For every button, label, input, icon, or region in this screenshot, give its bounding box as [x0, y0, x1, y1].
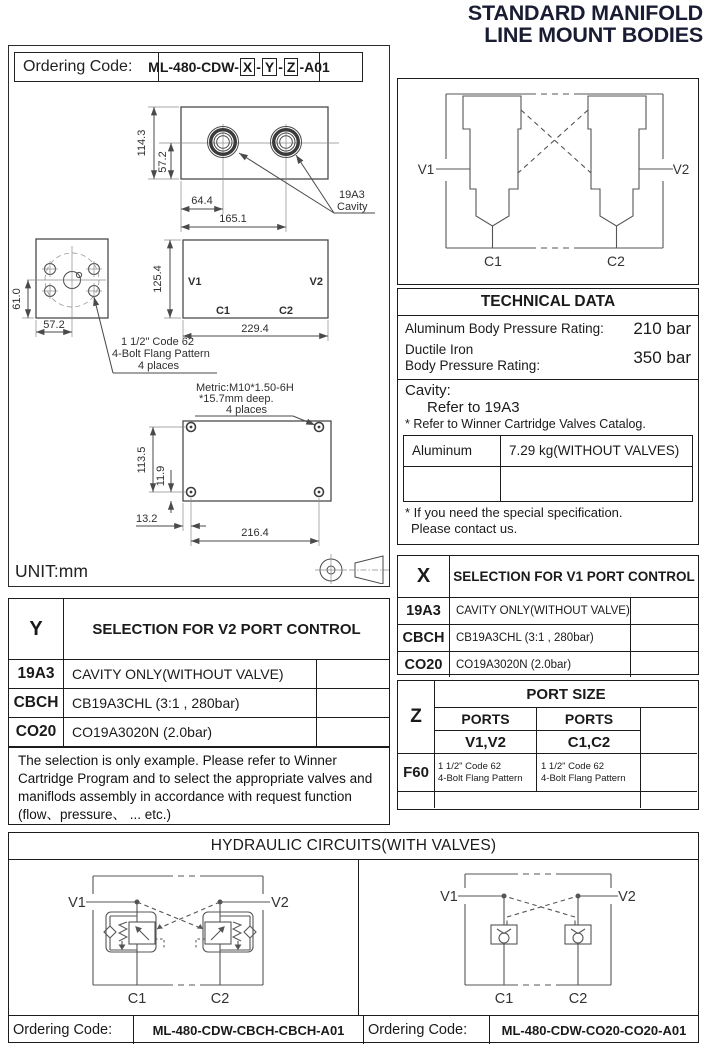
table-row: [398, 598, 698, 625]
left-ordering-label: Ordering Code:: [9, 1016, 134, 1044]
ordering-code-label: Ordering Code:: [23, 58, 133, 75]
circuit-ordering-row: [9, 1016, 698, 1044]
bottom-view-drawing: [136, 382, 331, 546]
table-row: [9, 660, 389, 689]
unit-label: UNIT:mm: [15, 561, 88, 581]
ordering-suffix: -A01: [299, 59, 330, 75]
front-v1-label: V1: [188, 276, 202, 288]
circuit-outline-right: [465, 874, 611, 985]
weight-material: Aluminum: [404, 436, 501, 466]
y-row3-code: CO20: [9, 718, 64, 746]
weight-empty-row: [404, 467, 692, 501]
co20-c2-label: C2: [568, 991, 588, 1007]
ordering-x-box: X: [240, 58, 255, 76]
dim-165-1: 165.1: [219, 213, 247, 225]
hydraulic-circuits-header: HYDRAULIC CIRCUITS(WITH VALVES): [9, 833, 698, 860]
z-ports-col1: PORTS: [461, 711, 510, 727]
co20-circuit-panel: [359, 860, 698, 1015]
cavity-callout: [239, 153, 375, 213]
co20-check-right: [565, 894, 618, 985]
z-port-size-table: [397, 680, 699, 810]
cavity-note: * Refer to Winner Cartridge Valves Catalog.: [405, 416, 646, 431]
z-row-code: F60: [403, 764, 429, 781]
z-cell1-line1: 1 1/2" Code 62: [438, 760, 502, 772]
manifold-schematic: [398, 79, 697, 283]
front-view-drawing: [152, 240, 328, 341]
metric-callout-line2: *15.7mm deep.: [199, 393, 274, 405]
x-row2-desc: CB19A3CHL (3:1 , 280bar): [450, 625, 631, 651]
cartridge-valve-right: [588, 96, 673, 248]
cbch-c1-label: C1: [127, 991, 147, 1007]
aluminum-pressure-label: Aluminum Body Pressure Rating:: [405, 320, 604, 336]
y-row3-empty: [317, 718, 389, 746]
z-table-key: Z: [410, 706, 422, 727]
ordering-code-value: [148, 53, 330, 81]
top-view-drawing: [136, 107, 375, 232]
technical-data-header: TECHNICAL DATA: [398, 289, 698, 316]
cbch-c2-label: C2: [210, 991, 230, 1007]
z-cell2-line2: 4-Bolt Flang Pattern: [541, 772, 626, 784]
x-row3-empty: [631, 652, 698, 677]
x-selection-table: [397, 555, 699, 675]
table-row: [9, 718, 389, 747]
page-title: [468, 2, 703, 47]
manifold-outline: [446, 94, 663, 248]
weight-value: 7.29 kg(WITHOUT VALVES): [509, 443, 680, 459]
ductile-pressure-row: [398, 339, 698, 379]
co20-v2-label: V2: [618, 889, 636, 905]
cbch-circuit-diagram: [9, 860, 357, 1015]
ductile-pressure-value: 350 bar: [633, 348, 691, 368]
page-title-line1: STANDARD MANIFOLD: [467, 1, 703, 25]
ordering-sep1: -: [256, 59, 261, 75]
y-table-header-row: [9, 599, 389, 660]
cbch-valve-right: [196, 900, 270, 985]
end-view-drawing: [11, 239, 217, 373]
y-selection-table: [8, 598, 390, 825]
selection-example-note: The selection is only example. Please refer to Winner Cartridge Program and to select the appropriate valves and maniflods assembly in accordance with request function (flow、pressure、 ... etc.): [9, 747, 389, 828]
table-row: [9, 689, 389, 718]
co20-c1-label: C1: [494, 991, 514, 1007]
y-table-key: Y: [9, 599, 64, 659]
cavity-callout-line2: Cavity: [337, 201, 368, 213]
cartridge-valve-left: [436, 96, 521, 248]
schematic-c2-label: C2: [607, 253, 625, 269]
z-cell-c-ports: [538, 754, 640, 791]
special-spec-note-line1: * If you need the special specification.: [405, 504, 623, 520]
front-v2-label: V2: [309, 276, 323, 288]
dimension-drawing-panel: [8, 45, 390, 587]
z-sub-col2: C1,C2: [567, 733, 611, 751]
y-row3-desc: CO19A3020N (2.0bar): [64, 718, 317, 746]
hydraulic-panels: [9, 860, 698, 1016]
dim-57-2-end: 57.2: [43, 319, 65, 331]
z-cell1-line2: 4-Bolt Flang Pattern: [438, 772, 523, 784]
y-row2-desc: CB19A3CHL (3:1 , 280bar): [64, 689, 317, 717]
dim-216-4: 216.4: [241, 527, 269, 539]
table-row: [398, 625, 698, 652]
page-title-line2: LINE MOUNT BODIES: [484, 23, 703, 48]
cbch-valve-left: [86, 900, 164, 985]
pilot-cross-lines: [518, 110, 591, 173]
cbch-pilot-cross: [137, 902, 220, 929]
y-row1-desc: CAVITY ONLY(WITHOUT VALVE): [64, 660, 317, 688]
y-row2-empty: [317, 689, 389, 717]
cavity-value: Refer to 19A3: [427, 398, 520, 416]
ordering-code-bar: [14, 52, 363, 82]
right-ordering-label: Ordering Code:: [364, 1016, 490, 1044]
weight-row: [404, 436, 692, 467]
z-table-header: PORT SIZE: [526, 685, 606, 703]
weight-empty-cell1: [404, 467, 501, 501]
dim-11-9: 11.9: [155, 465, 167, 487]
right-ordering-code: ML-480-CDW-CO20-CO20-A01: [501, 1022, 687, 1038]
schematic-v2-label: V2: [672, 162, 690, 177]
front-c1-label: C1: [215, 305, 231, 317]
ordering-z-box: Z: [284, 58, 299, 76]
ordering-sep2: -: [278, 59, 283, 75]
metric-callout-line3: 4 places: [226, 404, 267, 416]
ductile-label-line1: Ductile Iron: [405, 342, 474, 357]
flange-callout-line1: 1 1/2" Code 62: [121, 336, 195, 348]
dim-113-5: 113.5: [136, 446, 148, 474]
y-row1-empty: [317, 660, 389, 688]
tapped-holes: [187, 423, 324, 497]
x-row1-code: 19A3: [398, 598, 450, 624]
x-table-key: X: [398, 556, 450, 597]
flange-callout: [94, 297, 217, 373]
weight-empty-cell2: [501, 467, 692, 501]
ordering-code-empty-cell: [319, 53, 362, 81]
special-spec-note-line2: Please contact us.: [411, 521, 518, 537]
x-table-header: SELECTION FOR V1 PORT CONTROL: [453, 569, 695, 584]
y-table-header: SELECTION FOR V2 PORT CONTROL: [92, 620, 361, 638]
z-cell-v-ports: [435, 754, 536, 791]
x-row1-desc: CAVITY ONLY(WITHOUT VALVE): [450, 598, 631, 624]
cavity-label: Cavity:: [405, 381, 451, 399]
x-table-header-row: [398, 556, 698, 598]
ductile-pressure-label: [405, 342, 540, 375]
x-row3-code: CO20: [398, 652, 450, 677]
z-ports-col2: PORTS: [564, 711, 614, 727]
dim-13-2: 13.2: [136, 513, 158, 525]
z-sub-col1: V1,V2: [465, 733, 506, 751]
x-row2-code: CBCH: [398, 625, 450, 651]
circuit-outline-left: [93, 876, 263, 985]
table-row: [398, 652, 698, 677]
aluminum-pressure-value: 210 bar: [633, 319, 691, 338]
co20-pilot-cross: [504, 896, 578, 925]
special-spec-note: [398, 502, 698, 538]
y-row2-code: CBCH: [9, 689, 64, 717]
dim-125-4: 125.4: [152, 265, 164, 293]
cavity-callout-line1: 19A3: [339, 189, 365, 201]
weight-table: [403, 435, 693, 502]
flange-callout-line3: 4 places: [138, 360, 179, 372]
co20-circuit-diagram: [359, 860, 698, 1015]
dim-64-4: 64.4: [191, 195, 213, 207]
flange-callout-line2: 4-Bolt Flang Pattern: [112, 348, 210, 360]
dim-57-2-top: 57.2: [157, 151, 169, 173]
third-angle-projection-icon: [315, 554, 389, 584]
x-row2-empty: [631, 625, 698, 651]
dim-114-3: 114.3: [136, 129, 148, 157]
ordering-y-box: Y: [262, 58, 277, 76]
dim-61-0: 61.0: [11, 288, 23, 310]
x-row1-empty: [631, 598, 698, 624]
technical-data-panel: [397, 288, 699, 545]
metric-callout: [195, 382, 315, 425]
co20-check-left: [458, 894, 517, 985]
ordering-prefix: ML-480-CDW-: [148, 59, 239, 75]
cbch-v2-label: V2: [271, 895, 289, 911]
schematic-c1-label: C1: [484, 253, 502, 269]
co20-v1-label: V1: [440, 889, 458, 905]
front-c2-label: C2: [278, 305, 294, 317]
left-ordering-code: ML-480-CDW-CBCH-CBCH-A01: [134, 1016, 364, 1044]
cavity-block: [398, 379, 698, 431]
cbch-v1-label: V1: [68, 895, 86, 911]
metric-callout-line1: Metric:M10*1.50-6H: [196, 382, 294, 394]
hydraulic-circuits-panel: [8, 832, 699, 1043]
aluminum-pressure-row: [398, 316, 698, 339]
x-row3-desc: CO19A3020N (2.0bar): [450, 652, 631, 677]
cbch-circuit-panel: [9, 860, 359, 1015]
manifold-schematic-panel: [397, 78, 699, 285]
y-row1-code: 19A3: [9, 660, 64, 688]
dimension-drawings: [9, 86, 389, 584]
pilot-arrow-left: [157, 924, 163, 929]
ductile-label-line2: Body Pressure Rating:: [405, 358, 541, 374]
schematic-v1-label: V1: [417, 162, 435, 177]
dim-229-4: 229.4: [241, 323, 269, 335]
z-cell2-line1: 1 1/2" Code 62: [541, 760, 605, 772]
